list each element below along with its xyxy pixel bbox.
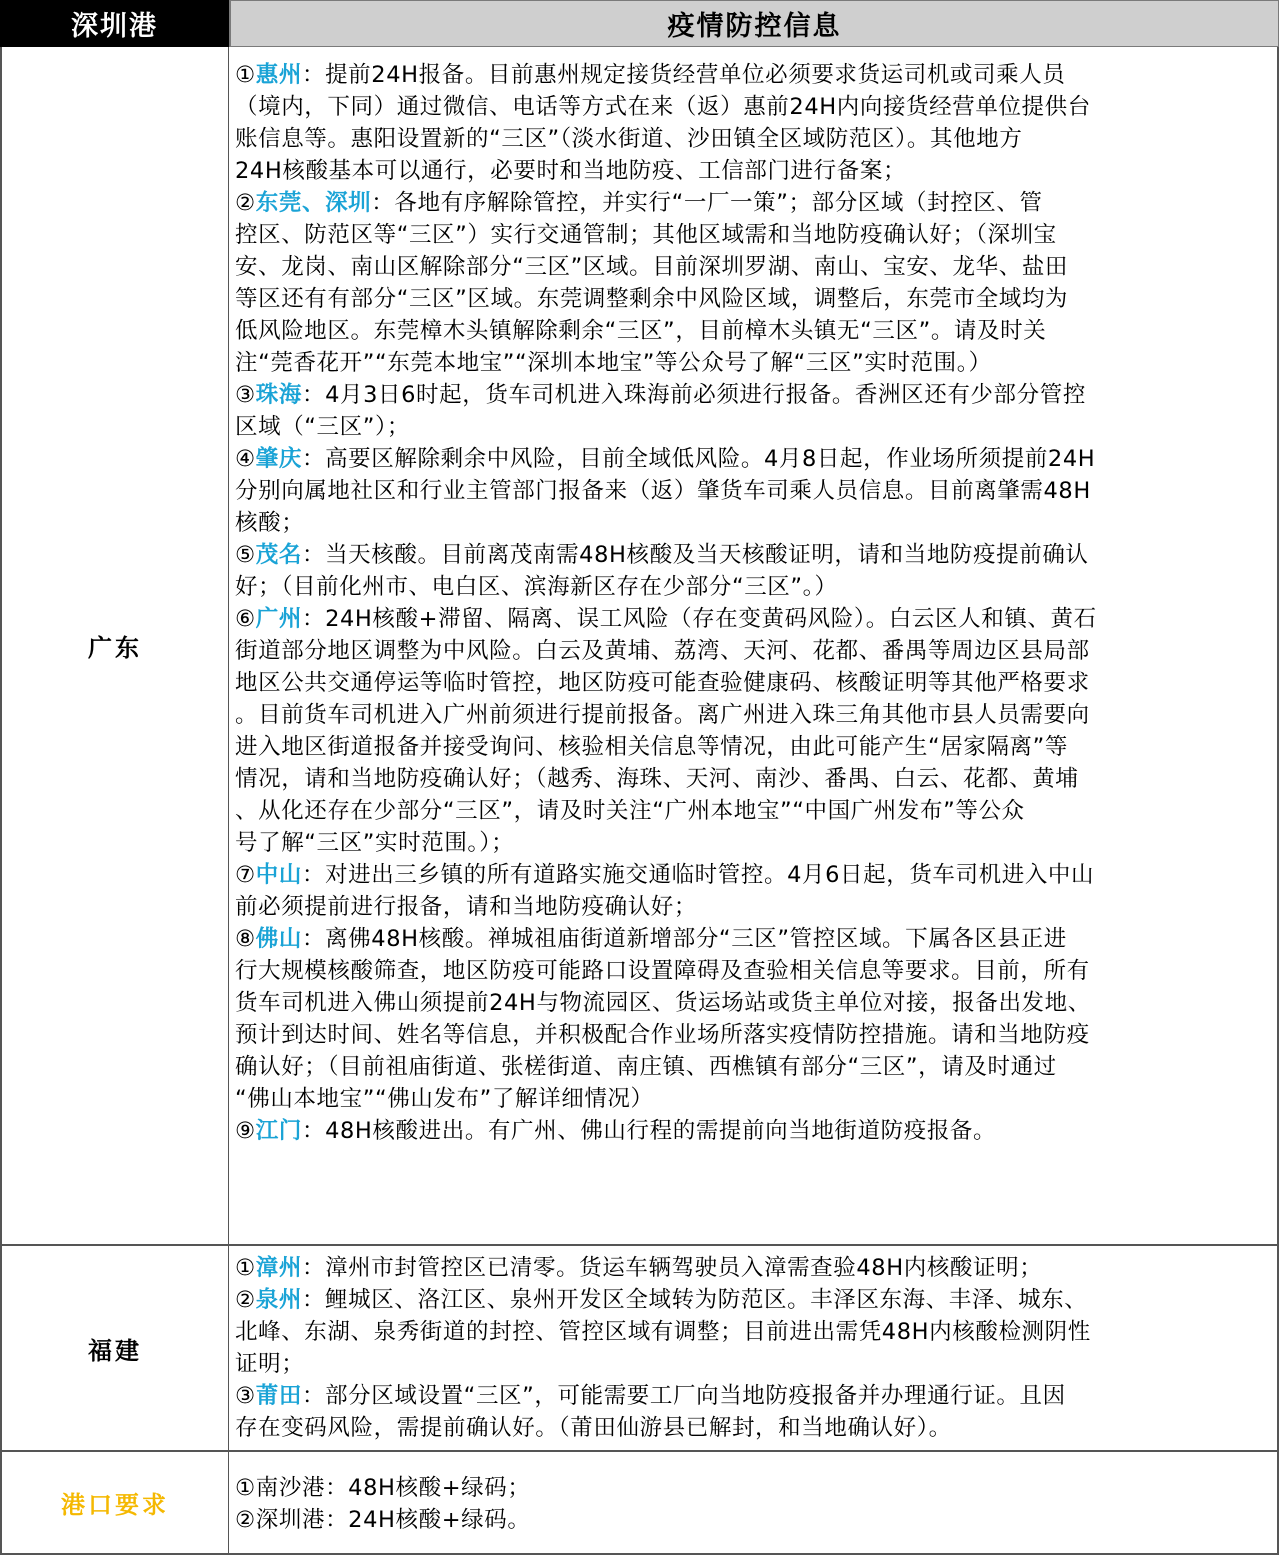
content-line — [235, 1316, 1277, 1348]
item-text: 好；（目前化州市、电白区、滨海新区存在少部分“三区”。） — [235, 574, 838, 600]
item-number: ② — [235, 190, 256, 216]
item-text: “佛山本地宝”“佛山发布”了解详细情况） — [235, 1086, 654, 1112]
content-line — [235, 635, 1277, 667]
item-text: ：提前24H报备。目前惠州规定接货经营单位必须要求货运司机或司乘人员 — [301, 62, 1066, 88]
content-line — [235, 859, 1277, 891]
item-text: 、从化还存在少部分“三区”，请及时关注“广州本地宝”“中国广州发布”等公众 — [235, 798, 1025, 824]
content-line — [235, 219, 1277, 251]
item-text: 区域（“三区”）； — [235, 414, 410, 440]
item-text: 预计到达时间、姓名等信息，并积极配合作业场所落实疫情防控措施。请和当地防疫 — [235, 1022, 1090, 1048]
item-text: ：部分区域设置“三区”，可能需要工厂向当地防疫报备并办理通行证。且因 — [301, 1383, 1066, 1409]
item-text: 等区还有有部分“三区”区域。东莞调整剩余中风险区域，调整后，东莞市全域均为 — [235, 286, 1069, 312]
city-name: 莆田 — [255, 1383, 302, 1409]
content-line — [235, 1504, 1277, 1536]
item-text: 账信息等。惠阳设置新的“三区”（淡水街道、沙田镇全区域防范区）。其他地方 — [235, 126, 1023, 152]
item-text: 确认好；（目前祖庙街道、张槎街道、南庄镇、西樵镇有部分“三区”，请及时通过 — [235, 1054, 1057, 1080]
content-line — [235, 283, 1277, 315]
city-name: 佛山 — [255, 926, 302, 952]
content-line — [235, 667, 1277, 699]
content-line — [235, 1051, 1277, 1083]
header-port-name: 深圳港 — [0, 0, 229, 47]
item-text: 街道部分地区调整为中风险。白云及黄埔、荔湾、天河、花都、番禺等周边区县局部 — [235, 638, 1090, 664]
city-name: 广州 — [255, 606, 302, 632]
content-line — [235, 891, 1277, 923]
item-text: 注“莞香花开”“东莞本地宝”“深圳本地宝”等公众号了解“三区”实时范围。） — [235, 350, 992, 376]
item-number: ② — [235, 1507, 256, 1533]
item-text: 南沙港：48H核酸+绿码； — [255, 1475, 531, 1501]
item-text: 情况，请和当地防疫确认好；（越秀、海珠、天河、南沙、番禺、白云、花都、黄埔 — [235, 766, 1079, 792]
item-text: 存在变码风险，需提前确认好。（莆田仙游县已解封，和当地确认好）。 — [235, 1415, 952, 1441]
content-line — [235, 347, 1277, 379]
city-name: 江门 — [255, 1118, 302, 1144]
item-number: ⑨ — [235, 1118, 256, 1144]
content-line — [235, 1019, 1277, 1051]
content-line — [235, 1115, 1277, 1147]
content-line — [235, 1083, 1277, 1115]
item-text: 深圳港：24H核酸+绿码。 — [255, 1507, 531, 1533]
item-number: ① — [235, 62, 256, 88]
item-text: 货车司机进入佛山须提前24H与物流园区、货运场站或货主单位对接，报备出发地、 — [235, 990, 1091, 1016]
item-number: ⑧ — [235, 926, 256, 952]
content-line — [235, 91, 1277, 123]
item-text: ：鲤城区、洛江区、泉州开发区全域转为防范区。丰泽区东海、丰泽、城东、 — [301, 1287, 1088, 1313]
content-line — [235, 699, 1277, 731]
city-name: 茂名 — [255, 542, 302, 568]
item-number: ⑦ — [235, 862, 256, 888]
item-number: ③ — [235, 382, 256, 408]
header-title: 疫情防控信息 — [229, 0, 1279, 47]
item-text: 前必须提前进行报备，请和当地防疫确认好； — [235, 894, 698, 920]
content-line — [235, 187, 1277, 219]
content-line — [235, 795, 1277, 827]
row-fujian — [0, 1246, 1279, 1450]
content-line — [235, 955, 1277, 987]
region-content-port-requirements — [229, 1452, 1279, 1553]
item-number: ① — [235, 1255, 256, 1281]
content-line — [235, 1284, 1277, 1316]
content-line — [235, 475, 1277, 507]
content-line — [235, 923, 1277, 955]
item-text: 低风险地区。东莞樟木头镇解除剩余“三区”，目前樟木头镇无“三区”。请及时关 — [235, 318, 1047, 344]
item-text: 24H核酸基本可以通行，必要时和当地防疫、工信部门进行备案； — [235, 158, 907, 184]
content-line — [235, 1380, 1277, 1412]
item-text: ：48H核酸进出。有广州、佛山行程的需提前向当地街道防疫报备。 — [301, 1118, 997, 1144]
content-line — [235, 251, 1277, 283]
item-number: ① — [235, 1475, 256, 1501]
item-text: 号了解“三区”实时范围。）； — [235, 830, 515, 856]
item-text: （境内，下同）通过微信、电话等方式在来（返）惠前24H内向接货经营单位提供台 — [235, 94, 1091, 120]
row-port — [0, 1452, 1279, 1553]
content-line — [235, 1472, 1277, 1504]
item-text: 行大规模核酸筛查，地区防疫可能路口设置障碍及查验相关信息等要求。目前，所有 — [235, 958, 1090, 984]
item-text: 安、龙岗、南山区解除部分“三区”区域。目前深圳罗湖、南山、宝安、龙华、盐田 — [235, 254, 1069, 280]
city-name: 漳州 — [255, 1255, 302, 1281]
item-text: ：当天核酸。目前离茂南需48H核酸及当天核酸证明，请和当地防疫提前确认 — [301, 542, 1089, 568]
content-line — [235, 411, 1277, 443]
city-name: 东莞、深圳 — [255, 190, 372, 216]
item-text: 核酸； — [235, 510, 305, 536]
city-name: 中山 — [255, 862, 302, 888]
city-name: 惠州 — [255, 62, 302, 88]
item-text: 控区、防范区等“三区”）实行交通管制；其他区域需和当地防疫确认好；（深圳宝 — [235, 222, 1057, 248]
content-line — [235, 1252, 1277, 1284]
item-text: ：离佛48H核酸。禅城祖庙街道新增部分“三区”管控区域。下属各区县正进 — [301, 926, 1067, 952]
item-number: ⑤ — [235, 542, 256, 568]
content-line — [235, 155, 1277, 187]
region-label-guangdong: 广东 — [0, 47, 229, 1244]
item-text: 北峰、东湖、泉秀街道的封控、管控区域有调整；目前进出需凭48H内核酸检测阴性 — [235, 1319, 1091, 1345]
item-text: 证明； — [235, 1351, 305, 1377]
region-content-fujian — [229, 1246, 1279, 1450]
item-number: ② — [235, 1287, 256, 1313]
item-text: ：对进出三乡镇的所有道路实施交通临时管控。4月6日起，货车司机进入中山 — [301, 862, 1095, 888]
content-line — [235, 123, 1277, 155]
city-name: 泉州 — [255, 1287, 302, 1313]
item-text: ：漳州市封管控区已清零。货运车辆驾驶员入漳需查验48H内核酸证明； — [301, 1255, 1043, 1281]
content-line — [235, 603, 1277, 635]
item-text: 地区公共交通停运等临时管控，地区防疫可能查验健康码、核酸证明等其他严格要求 — [235, 670, 1090, 696]
content-line — [235, 1412, 1277, 1444]
city-name: 珠海 — [255, 382, 302, 408]
item-number: ③ — [235, 1383, 256, 1409]
content-line — [235, 443, 1277, 475]
region-label-fujian: 福建 — [0, 1246, 229, 1450]
content-line — [235, 507, 1277, 539]
item-text: ：高要区解除剩余中风险，目前全域低风险。4月8日起，作业场所须提前24H — [301, 446, 1096, 472]
region-label-port-requirements: 港口要求 — [0, 1452, 229, 1553]
item-text: 。目前货车司机进入广州前须进行提前报备。离广州进入珠三角其他市县人员需要向 — [235, 702, 1090, 728]
item-number: ⑥ — [235, 606, 256, 632]
item-text: 分别向属地社区和行业主管部门报备来（返）肇货车司乘人员信息。目前离肇需48H — [235, 478, 1091, 504]
content-line — [235, 59, 1277, 91]
item-text: ：24H核酸+滞留、隔离、误工风险（存在变黄码风险）。白云区人和镇、黄石 — [301, 606, 1097, 632]
content-line — [235, 827, 1277, 859]
content-line — [235, 987, 1277, 1019]
item-text: ：各地有序解除管控，并实行“一厂一策”；部分区域（封控区、管 — [371, 190, 1043, 216]
content-line — [235, 1348, 1277, 1380]
item-text: 进入地区街道报备并接受询问、核验相关信息等情况，由此可能产生“居家隔离”等 — [235, 734, 1069, 760]
item-text: ：4月3日6时起，货车司机进入珠海前必须进行报备。香洲区还有少部分管控 — [301, 382, 1086, 408]
content-line — [235, 763, 1277, 795]
content-line — [235, 731, 1277, 763]
content-line — [235, 315, 1277, 347]
item-number: ④ — [235, 446, 256, 472]
city-name: 肇庆 — [255, 446, 302, 472]
row-guangdong — [0, 47, 1279, 1244]
content-line — [235, 539, 1277, 571]
region-content-guangdong — [229, 47, 1279, 1244]
content-line — [235, 379, 1277, 411]
content-line — [235, 571, 1277, 603]
